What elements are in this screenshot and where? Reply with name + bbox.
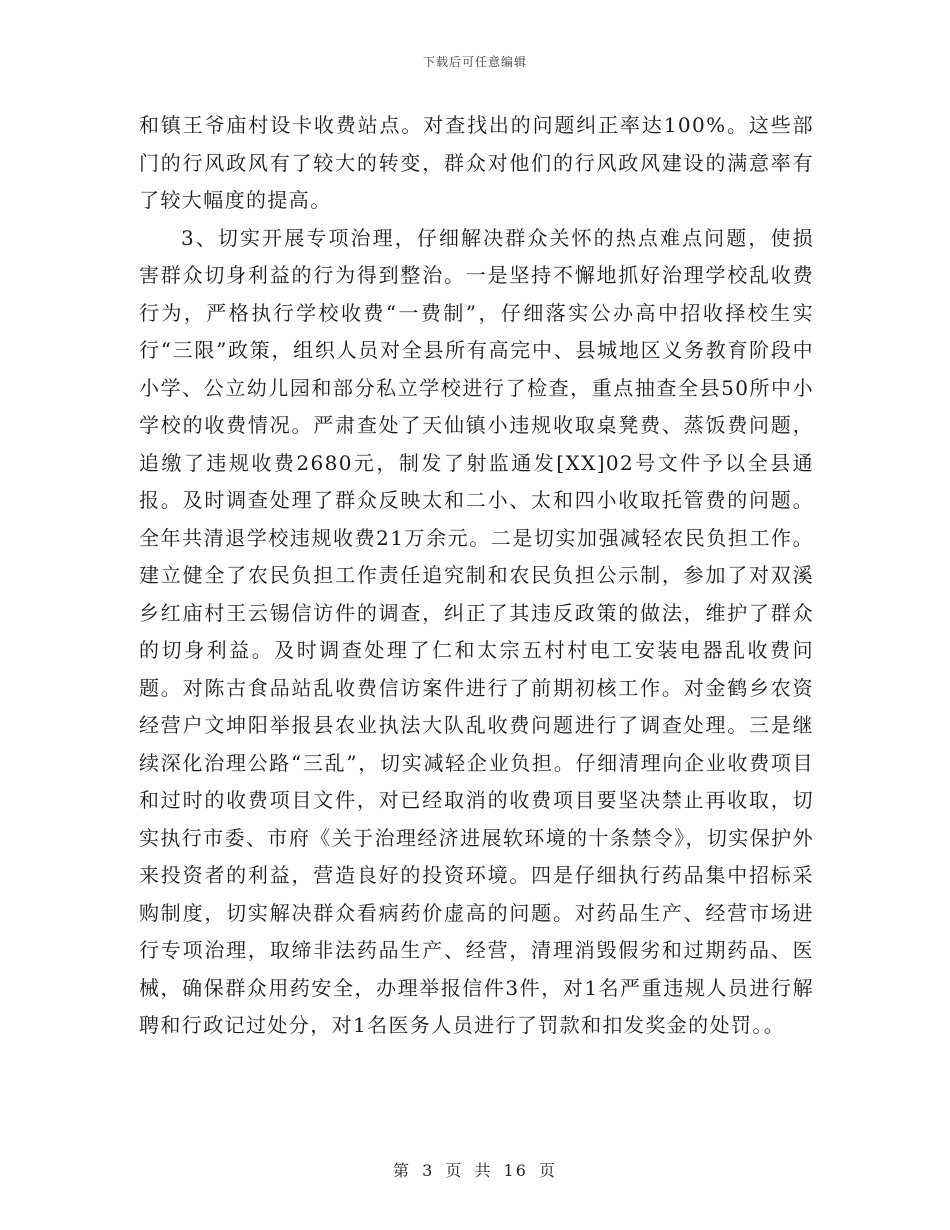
page-number-footer: 第 3 页 共 16 页	[393, 1161, 557, 1180]
page-header: 下载后可任意编辑	[422, 55, 527, 69]
document-body	[139, 107, 814, 1045]
paragraph-special-governance: 3、切实开展专项治理，仔细解决群众关怀的热点难点问题，使损害群众切身利益的行为得到整治。一是坚持不懈地抓好治理学校乱收费行为，严格执行学校收费“一费制”，仔细落实公办高中招收择校生实行“三限”政策，组织人员对全县所有高完中、县城地区义务教育阶段中小学、公立幼儿园和部分私立学校进行了检查，重点抽查全县50所中小学校的收费情况。严肃查处了天仙镇小违规收取桌凳费、蒸饭费问题，追缴了违规收费2680元，制发了射监通发[XX]02号文件予以全县通报。及时调查处理了群众反映太和二小、太和四小收取托管费的问题。全年共清退学校违规收费21万余元。二是切实加强减轻农民负担工作。建立健全了农民负担工作责任追究制和农民负担公示制，参加了对双溪乡红庙村王云锡信访件的调查，纠正了其违反政策的做法，维护了群众的切身利益。及时调查处理了仁和太宗五村村电工安装电器乱收费问题。对陈古食品站乱收费信访案件进行了前期初核工作。对金鹤乡农资经营户文坤阳举报县农业执法大队乱收费问题进行了调查处理。三是继续深化治理公路“三乱”，切实减轻企业负担。仔细清理向企业收费项目和过时的收费项目文件，对已经取消的收费项目要坚决禁止再收取，切实执行市委、市府《关于治理经济进展软环境的十条禁令》，切实保护外来投资者的利益，营造良好的投资环境。四是仔细执行药品集中招标采购制度，切实解决群众看病药价虚高的问题。对药品生产、经营市场进行专项治理，取缔非法药品生产、经营，清理消毁假劣和过期药品、医械，确保群众用药安全，办理举报信件3件，对1名严重违规人员进行解聘和行政记过处分，对1名医务人员进行了罚款和扣发奖金的处罚。。	[139, 225, 814, 1037]
paragraph-continuation: 和镇王爷庙村设卡收费站点。对查找出的问题纠正率达100%。这些部门的行风政风有了较大的转变，群众对他们的行风政风建设的满意率有了较大幅度的提高。	[139, 113, 814, 212]
